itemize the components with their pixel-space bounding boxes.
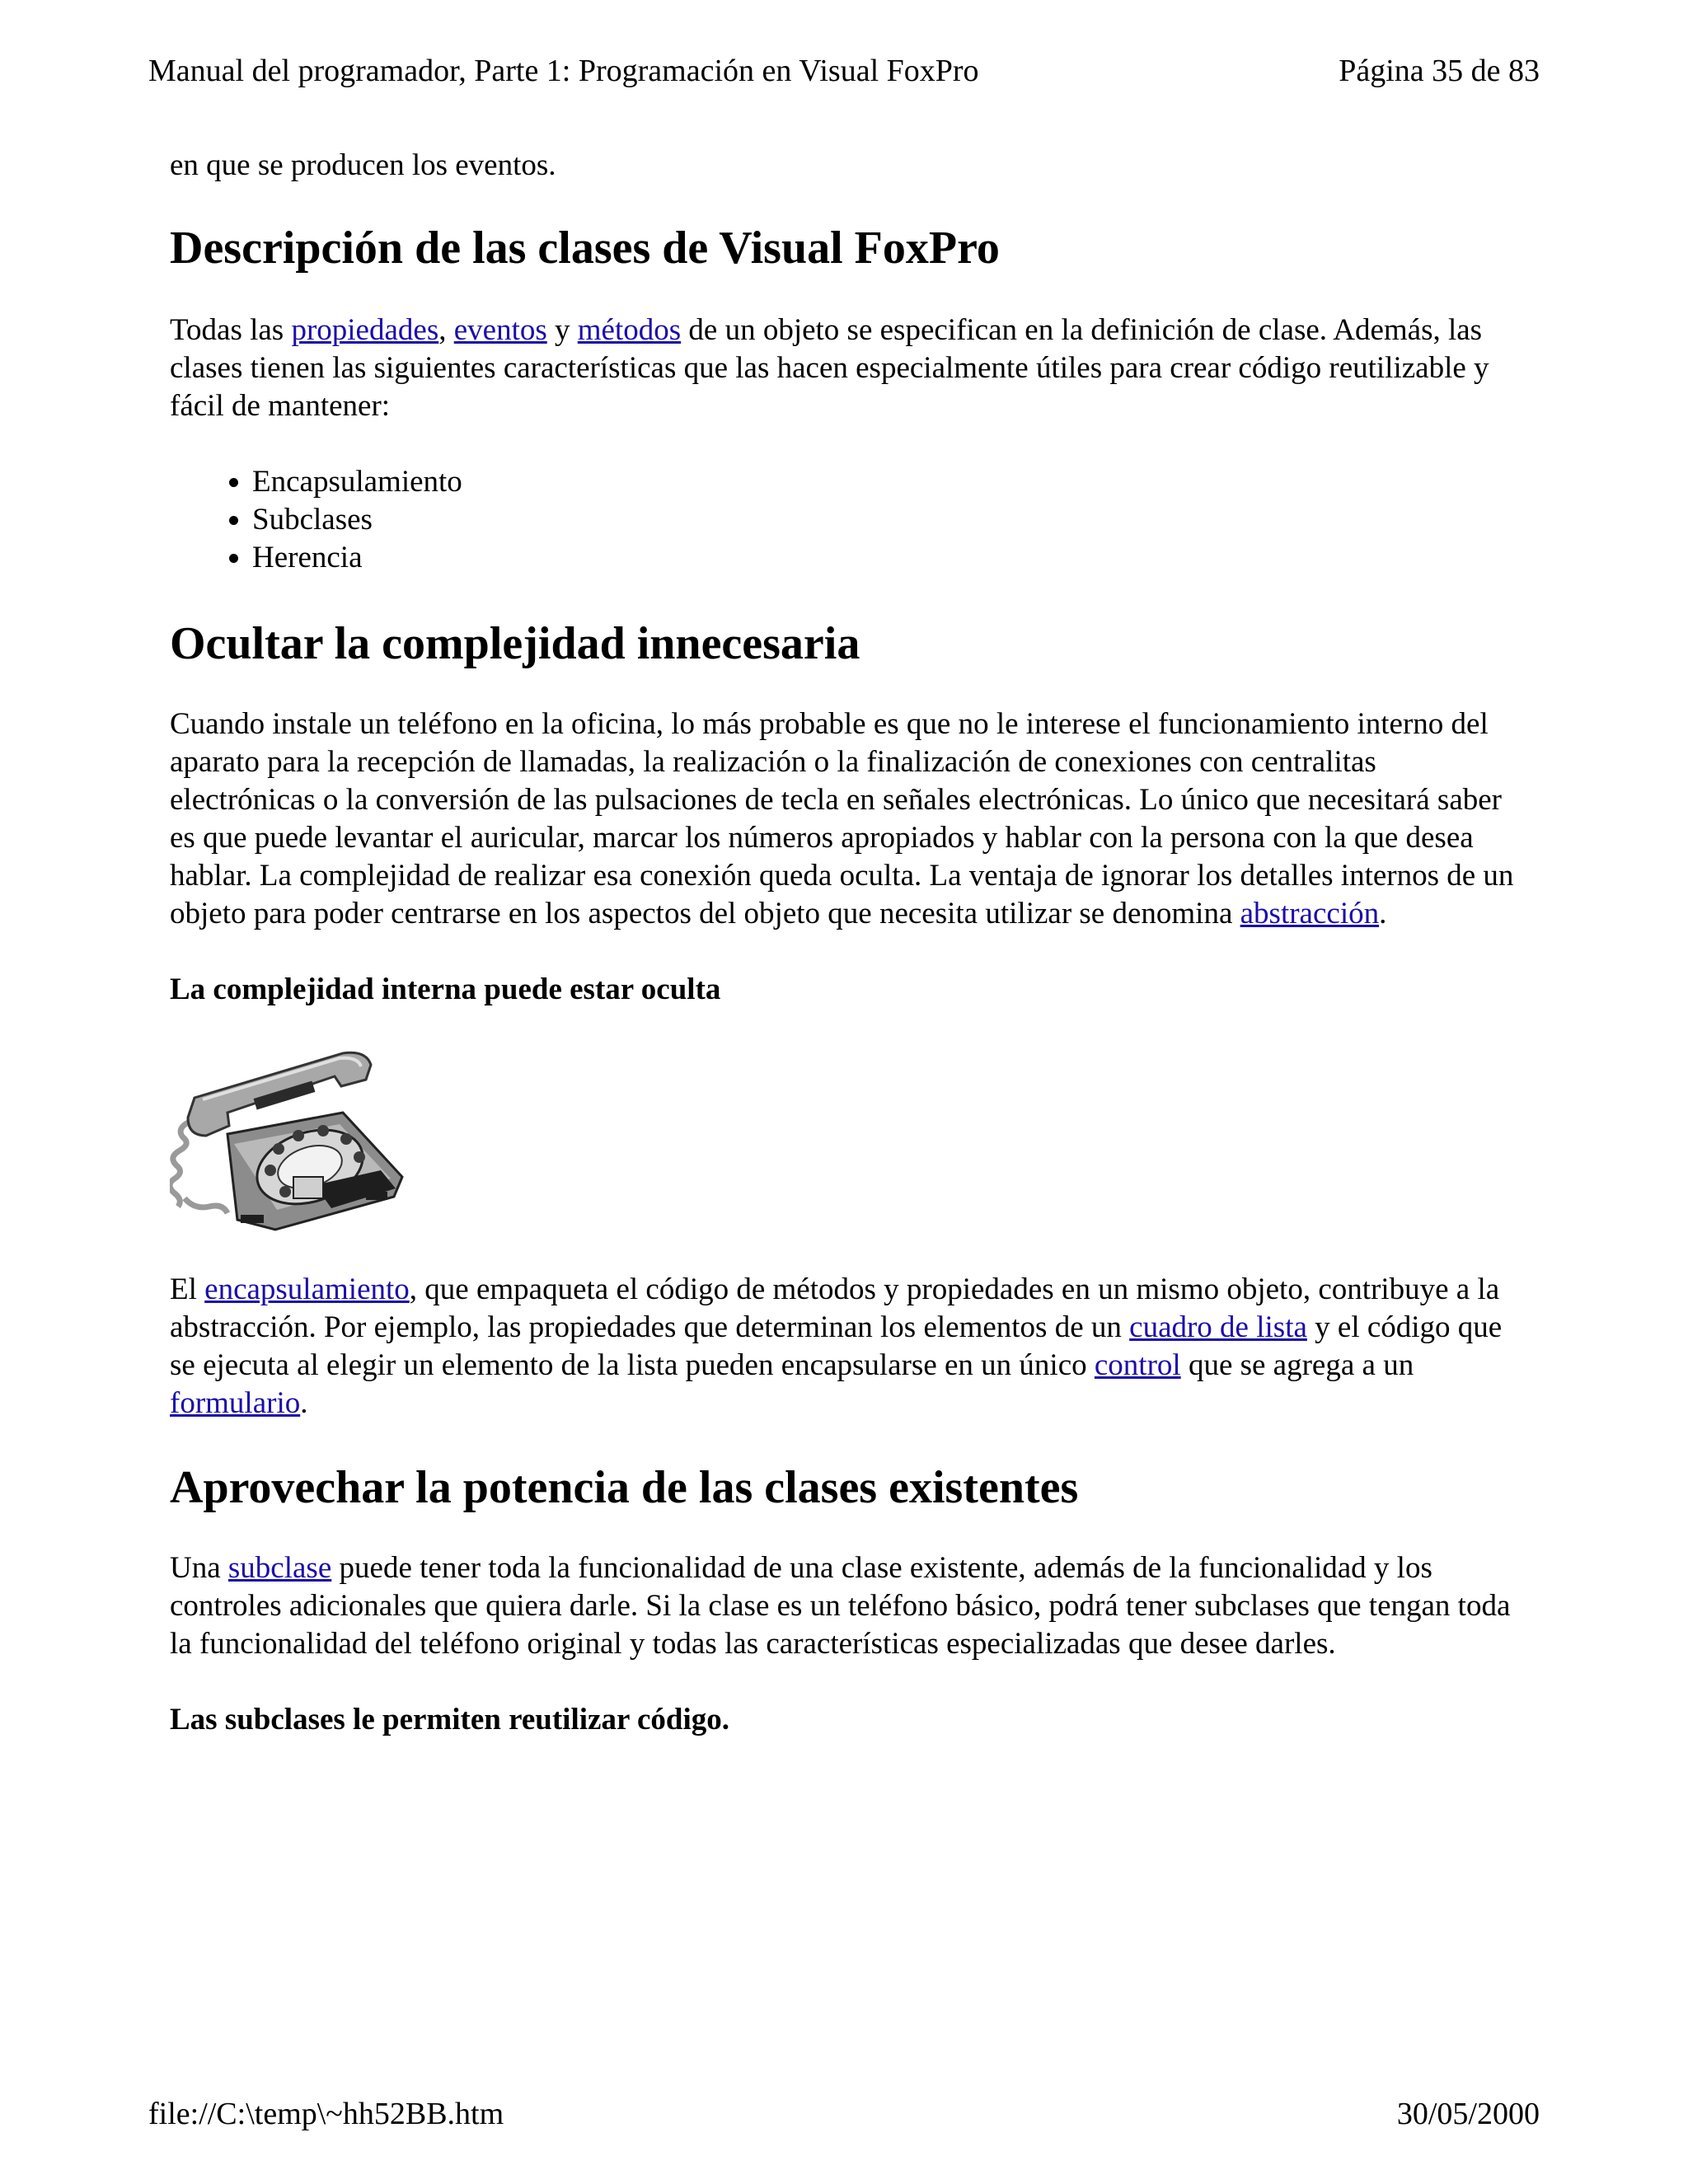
print-date: 30/05/2000 — [1396, 2097, 1540, 2131]
intro-line: en que se producen los eventos. — [170, 148, 556, 182]
features-list — [170, 463, 1522, 577]
list-item: • Encapsulamiento — [252, 463, 1522, 501]
paragraph-subclase: Una subclase puede tener toda la funcionalidad de una clase existente, además de la funcionalidad y los controles adicionales que quiera darle. Si la clase es un teléfono básico, podrá tener subclases que tengan toda la funcionalidad del teléfono original y todas las características especializadas que desee darles. — [170, 1551, 1511, 1661]
section-heading-clases: Descripción de las clases de Visual FoxPro — [170, 223, 1000, 274]
figure-caption-subclases: Las subclases le permiten reutilizar código. — [170, 1703, 729, 1736]
section-heading-aprovechar: Aprovechar la potencia de las clases existentes — [170, 1462, 1079, 1513]
telephone-image — [170, 1047, 409, 1236]
link-propiedades[interactable]: propiedades — [291, 313, 439, 347]
link-metodos[interactable]: métodos — [577, 313, 682, 347]
paragraph-encapsulamiento: El encapsulamiento, que empaqueta el código de métodos y propiedades en un mismo objeto, contribuye a la abstracción. Por ejemplo, las propiedades que determinan los elementos de un cuadro de lista y el código que se ejecuta al elegir un elemento de la lista pueden encapsularse en un único control que se agrega a un formulario. — [170, 1272, 1503, 1420]
file-path: file://C:\temp\~hh52BB.htm — [148, 2097, 504, 2131]
link-formulario[interactable]: formulario — [170, 1386, 301, 1420]
document-title: Manual del programador, Parte 1: Programación en Visual FoxPro — [148, 54, 979, 88]
section-heading-ocultar: Ocultar la complejidad innecesaria — [170, 618, 860, 669]
figure-caption-complejidad: La complejidad interna puede estar oculta — [170, 972, 721, 1006]
paragraph-clases: Todas las propiedades, eventos y métodos de un objeto se especifican en la definición de clase. Además, las clases tienen las siguientes características que las hacen especialmente útiles para crear código reutilizable y fácil de mantener: — [170, 313, 1489, 423]
list-item: • Subclases — [252, 501, 1522, 539]
link-abstraccion[interactable]: abstracción — [1240, 897, 1380, 930]
link-control[interactable]: control — [1094, 1348, 1181, 1382]
page-footer — [148, 2089, 1540, 2139]
link-cuadro-de-lista[interactable]: cuadro de lista — [1129, 1310, 1307, 1344]
link-encapsulamiento[interactable]: encapsulamiento — [204, 1272, 410, 1306]
list-item: • Herencia — [252, 539, 1522, 577]
link-subclase[interactable]: subclase — [227, 1551, 332, 1585]
link-eventos[interactable]: eventos — [453, 313, 547, 347]
document-body — [170, 147, 1522, 1739]
page-number: Página 35 de 83 — [1339, 54, 1540, 88]
paragraph-complejidad: Cuando instale un teléfono en la oficina, lo más probable es que no le interese el funcionamiento interno del aparato para la recepción de llamadas, la realización o la finalización de conexiones con centralitas electrónicas o la conversión de las pulsaciones de tecla en señales electrónicas. Lo único que necesitará saber es que puede levantar el auricular, marcar los números apropiados y hablar con la persona con la que desea hablar. La complejidad de realizar esa conexión queda oculta. La ventaja de ignorar los detalles internos de un objeto para poder centrarse en los aspectos del objeto que necesita utilizar se denomina abstracción. — [170, 707, 1514, 930]
page-header — [148, 46, 1540, 96]
telephone-icon — [170, 1047, 409, 1236]
